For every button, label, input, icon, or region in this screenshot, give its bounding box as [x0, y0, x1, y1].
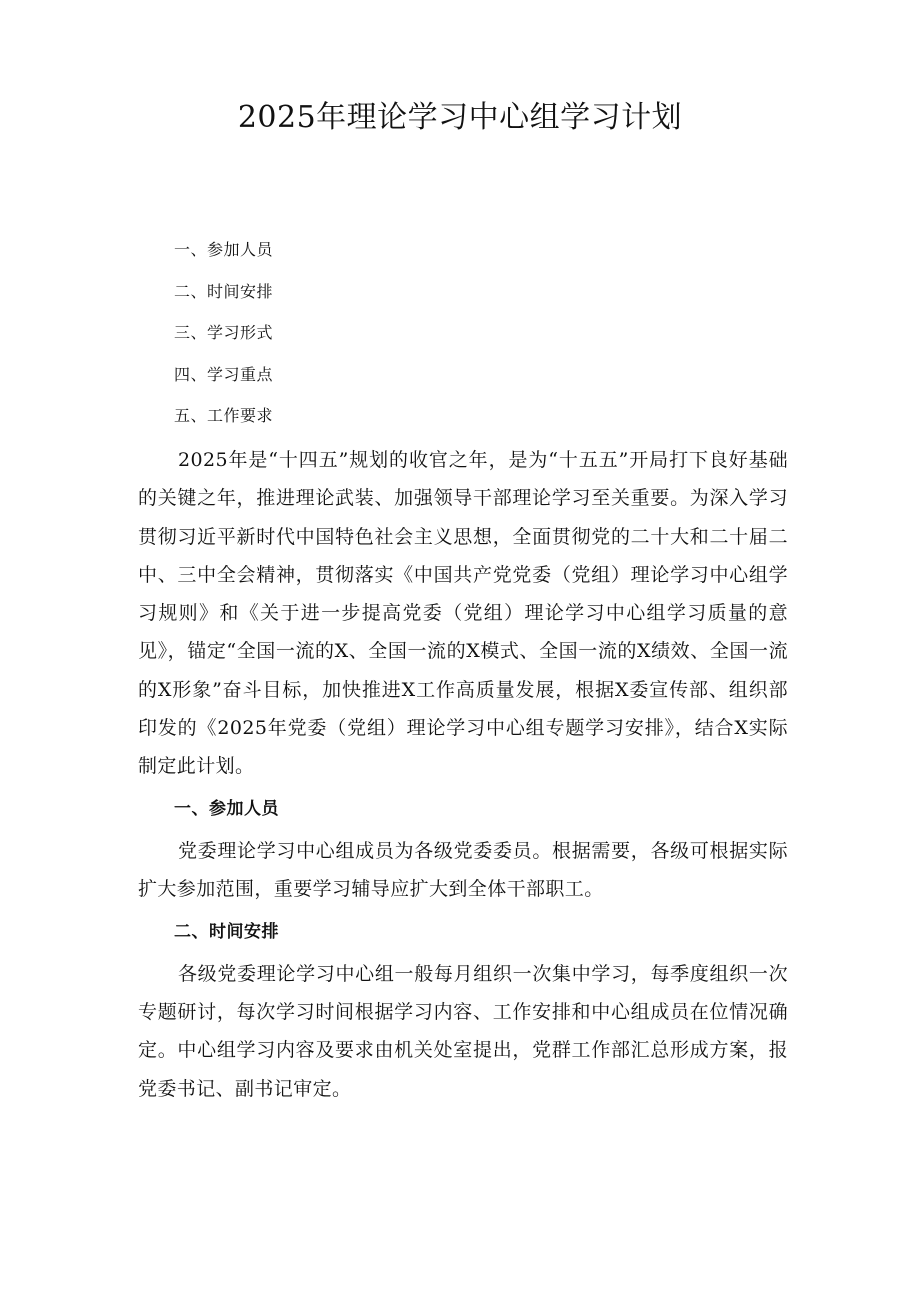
section-heading-participants: 一、参加人员 — [174, 798, 279, 819]
document-body — [138, 441, 788, 1108]
document-title: 2025年理论学习中心组学习计划 — [237, 100, 683, 135]
toc-item-1: 一、参加人员 — [174, 240, 274, 259]
section-text-participants: 党委理论学习中心组成员为各级党委委员。根据需要，各级可根据实际扩大参加范围，重要学习辅导应扩大到全体干部职工。 — [138, 839, 788, 901]
section-text-schedule: 各级党委理论学习中心组一般每月组织一次集中学习，每季度组织一次专题研讨，每次学习时间根据学习内容、工作安排和中心组成员在位情况确定。中心组学习内容及要求由机关处室提出，党群工作部汇总形成方案，报党委书记、副书记审定。 — [138, 962, 788, 1100]
toc-item-4: 四、学习重点 — [174, 364, 274, 384]
intro-paragraph: 2025年是“十四五”规划的收官之年，是为“十五五”开局打下良好基础的关键之年，推进理论武装、加强领导干部理论学习至关重要。为深入学习贯彻习近平新时代中国特色社会主义思想，全面贯彻党的二十大和二十届二中、三中全会精神，贯彻落实《中国共产党党委（党组）理论学习中心组学习规则》和《关于进一步提高党委（党组）理论学习中心组学习质量的意见》，锚定“全国一流的X、全国一流的X模式、全国一流的X绩效、全国一流的X形象”奋斗目标，加快推进X工作高质量发展，根据X委宣传部、组织部印发的《2025年党委（党组）理论学习中心组专题学习安排》，结合X实际制定此计划。 — [138, 449, 788, 778]
toc-item-3: 三、学习形式 — [174, 323, 274, 342]
toc-item-2: 二、时间安排 — [174, 281, 274, 301]
table-of-contents — [174, 234, 273, 442]
section-heading-schedule: 二、时间安排 — [174, 921, 279, 942]
toc-item-5: 五、工作要求 — [174, 406, 274, 425]
